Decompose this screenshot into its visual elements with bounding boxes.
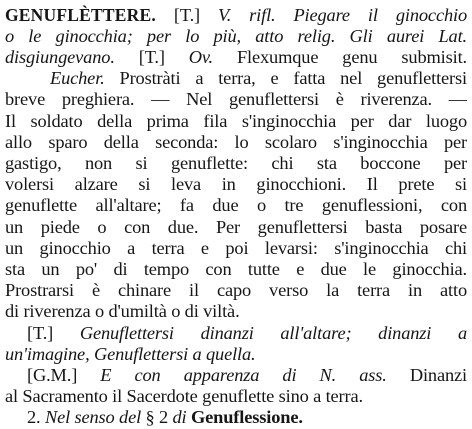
entry-text: E con apparenza di N. ass. xyxy=(100,364,387,385)
entry-text: [T.] xyxy=(114,46,189,67)
entry-text: Genuflessione. xyxy=(186,407,303,428)
entry-text: Prostràti a terra, e fatta nel genuflettersi xyxy=(104,68,467,89)
entry-text: [T.] xyxy=(27,322,80,343)
entry-text: un ginocchio a terra e poi levarsi: s'inginocchia chi xyxy=(5,237,467,258)
entry-line xyxy=(5,238,467,259)
entry-text: al Sacramento il Sacerdote genuflette sino a terra. xyxy=(5,386,363,407)
entry-line xyxy=(27,407,467,428)
entry-text: Flexumque genu submisit. xyxy=(213,46,467,67)
entry-text: Nel senso del xyxy=(44,407,142,428)
entry-text: di xyxy=(172,407,187,428)
entry-line xyxy=(5,386,467,407)
entry-text: o le ginocchia; per lo più, atto relig. Gli aurei Lat. xyxy=(5,25,467,46)
entry-line xyxy=(5,153,467,174)
entry-line xyxy=(5,217,467,238)
entry-text: Dinanzi xyxy=(386,364,467,385)
entry-text: 2. xyxy=(27,407,45,428)
headword: GENUFLÈTTERE. xyxy=(5,4,156,25)
entry-line xyxy=(5,195,467,216)
entry-text: gastigo, non si genuflette: chi sta boccone per xyxy=(5,152,467,173)
entry-text: Eucher. xyxy=(50,68,105,89)
entry-line xyxy=(5,47,467,68)
entry-line xyxy=(5,174,467,195)
entry-text: disgiungevano. xyxy=(5,46,115,67)
entry-line xyxy=(50,68,467,89)
entry-text: un'imagine, Genuflettersi a quella. xyxy=(5,343,256,364)
entry-line xyxy=(27,323,467,344)
entry-line xyxy=(5,280,467,301)
entry-text: [T.] xyxy=(155,4,218,25)
entry-text: un piede o con due. Per genuflettersi basta posare xyxy=(5,216,467,237)
entry-text: V. rifl. Piegare il ginocchio xyxy=(218,4,467,25)
entry-text: di riverenza o d'umiltà o di viltà. xyxy=(5,301,240,322)
entry-text: sta un po' di tempo con tutte e due le ginocchia. xyxy=(5,258,467,279)
entry-line xyxy=(5,89,467,110)
entry-text: volersi alzare si leva in ginocchioni. Il prete si xyxy=(5,174,467,195)
entry-text: [G.M.] xyxy=(27,364,101,385)
entry-text: allo sparo della seconda: lo scolaro s'inginocchia per xyxy=(5,131,467,152)
entry-text: § 2 xyxy=(141,407,173,428)
entry-line xyxy=(5,301,467,322)
entry-text: genuflette all'altare; fa due o tre genuflessioni, con xyxy=(5,195,467,216)
entry-line xyxy=(5,132,467,153)
entry-line xyxy=(5,26,467,47)
entry-text: Prostrarsi è chinare il capo verso la terra in atto xyxy=(5,280,467,301)
entry-text: Ov. xyxy=(188,46,214,67)
entry-line xyxy=(5,111,467,132)
entry-line xyxy=(5,344,467,365)
entry-line xyxy=(5,259,467,280)
entry-text: Genuflettersi dinanzi all'altare; dinanzi a xyxy=(79,322,467,343)
entry-line xyxy=(27,365,467,386)
entry-text: Il soldato della prima fila s'inginocchia per dar luogo xyxy=(5,110,467,131)
entry-line xyxy=(5,5,467,26)
entry-text: breve preghiera. — Nel genuflettersi è riverenza. — xyxy=(5,89,467,110)
